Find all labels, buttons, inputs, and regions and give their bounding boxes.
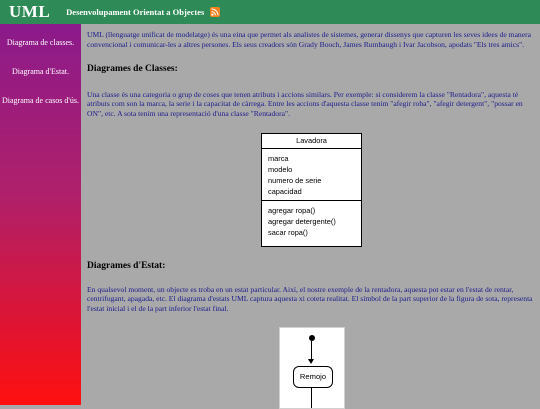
class-operation: agregar ropa() [268,206,316,215]
state-heading: Diagrames d'Estat: [87,261,166,271]
class-attribute: numero de serie [268,176,322,185]
class-attributes [262,149,361,201]
class-attribute: marca [268,154,289,163]
sidebar-item-class-diagram[interactable]: Diagrama de classes. [6,38,75,47]
intro-paragraph: UML (llenguatge unificat de modelatge) és una eina que permet als analistes de sistemes, generar dissenys que capturen les seves idees de manera convencional i comunicar-les a altres persones. Els seus creadors són Grady Booch, James Rumbaugh i Ivar Jacobson, apodats "Els tres amics". [87,30,532,49]
class-attribute: modelo [268,165,293,174]
class-operations [262,201,361,241]
state-paragraph: En qualsevol moment, un objecte es troba en un estat particular. Així, el nostre exemple de la rentadora, aquesta pot estar en l'estat de rentar, centrifugant, apagada, etc. El diagrama d'estats UML captura aquesta xi coteta realitat. El símbol de la part superior de la figura de sota, representa l'estat inicial i el de la part inferior l'estat final. [87,284,533,313]
class-attribute: capacidad [268,187,302,196]
site-subtitle: Desenvolupament Orientat a Objectes [66,7,205,17]
rss-feed-icon[interactable] [210,7,220,17]
class-name: Lavadora [262,134,361,149]
arrowhead-icon [308,359,314,364]
sidebar-item-use-case-diagram[interactable]: Diagrama de casos d'ús. [2,96,79,105]
class-operation: sacar ropa() [268,228,308,237]
state-node: Remojo [293,366,333,388]
transition-arrow [311,388,312,408]
classes-paragraph: Una classe és una categoria o grup de coses que tenen atributs i accions similars. Per exemple: si considerem la classe "Rentadora", aquesta té atributs com son la marca, la serie i la capacitat de càrrega. Entre les accions d'aquesta classe tenim "afegir roba", "afegir detergent", "possar en ON", etc. A sota tenim una representació d'una classe "Rentadora". [87,89,523,118]
uml-class-diagram [261,133,362,247]
class-operation: agregar detergente() [268,217,336,226]
sidebar [0,24,81,405]
site-brand[interactable]: UML [9,2,51,21]
main-content [87,30,533,119]
initial-state-icon [309,335,315,341]
sidebar-item-state-diagram[interactable]: Diagrama d'Estat. [12,67,69,76]
state-section [87,262,533,313]
uml-state-diagram [279,327,345,409]
classes-heading: Diagrames de Classes: [87,64,178,75]
site-header [0,0,540,24]
